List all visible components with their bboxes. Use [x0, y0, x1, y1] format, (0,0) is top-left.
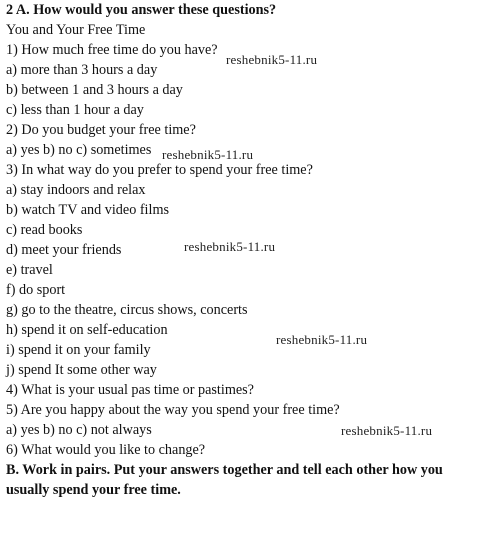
answer-3j: j) spend It some other way [6, 362, 157, 378]
answer-1b: b) between 1 and 3 hours a day [6, 82, 183, 98]
watermark: reshebnik5-11.ru [276, 332, 368, 347]
answer-3c: c) read books [6, 222, 83, 238]
question-3: 3) In what way do you prefer to spend your free time? [6, 162, 313, 178]
answer-3a: a) stay indoors and relax [6, 182, 146, 198]
exercise-heading: 2 A. How would you answer these questions? [6, 2, 277, 18]
watermark: reshebnik5-11.ru [184, 239, 276, 254]
answer-1a: a) more than 3 hours a day [6, 62, 158, 78]
answers-5: a) yes b) no c) not always [6, 422, 152, 438]
watermark: reshebnik5-11.ru [226, 52, 318, 67]
question-1: 1) How much free time do you have? [6, 42, 218, 58]
watermark: reshebnik5-11.ru [162, 147, 254, 162]
question-5: 5) Are you happy about the way you spend your free time? [6, 402, 340, 418]
question-2: 2) Do you budget your free time? [6, 122, 196, 138]
answer-3g: g) go to the theatre, circus shows, concerts [6, 302, 248, 318]
answers-2: a) yes b) no c) sometimes [6, 142, 152, 158]
question-4: 4) What is your usual pas time or pastimes? [6, 382, 254, 398]
answer-3f: f) do sport [6, 282, 66, 298]
answer-3d: d) meet your friends [6, 242, 122, 258]
answer-3b: b) watch TV and video films [6, 202, 169, 218]
task-b-instruction: B. Work in pairs. Put your answers together and tell each other how you usually spend your free time. [6, 462, 443, 498]
questionnaire-title: You and Your Free Time [6, 22, 146, 38]
answer-1c: c) less than 1 hour a day [6, 102, 144, 118]
answer-3e: e) travel [6, 262, 53, 278]
answer-3i: i) spend it on your family [6, 342, 151, 358]
answer-3h: h) spend it on self-education [6, 322, 168, 338]
question-6: 6) What would you like to change? [6, 442, 206, 458]
watermark: reshebnik5-11.ru [341, 423, 433, 438]
